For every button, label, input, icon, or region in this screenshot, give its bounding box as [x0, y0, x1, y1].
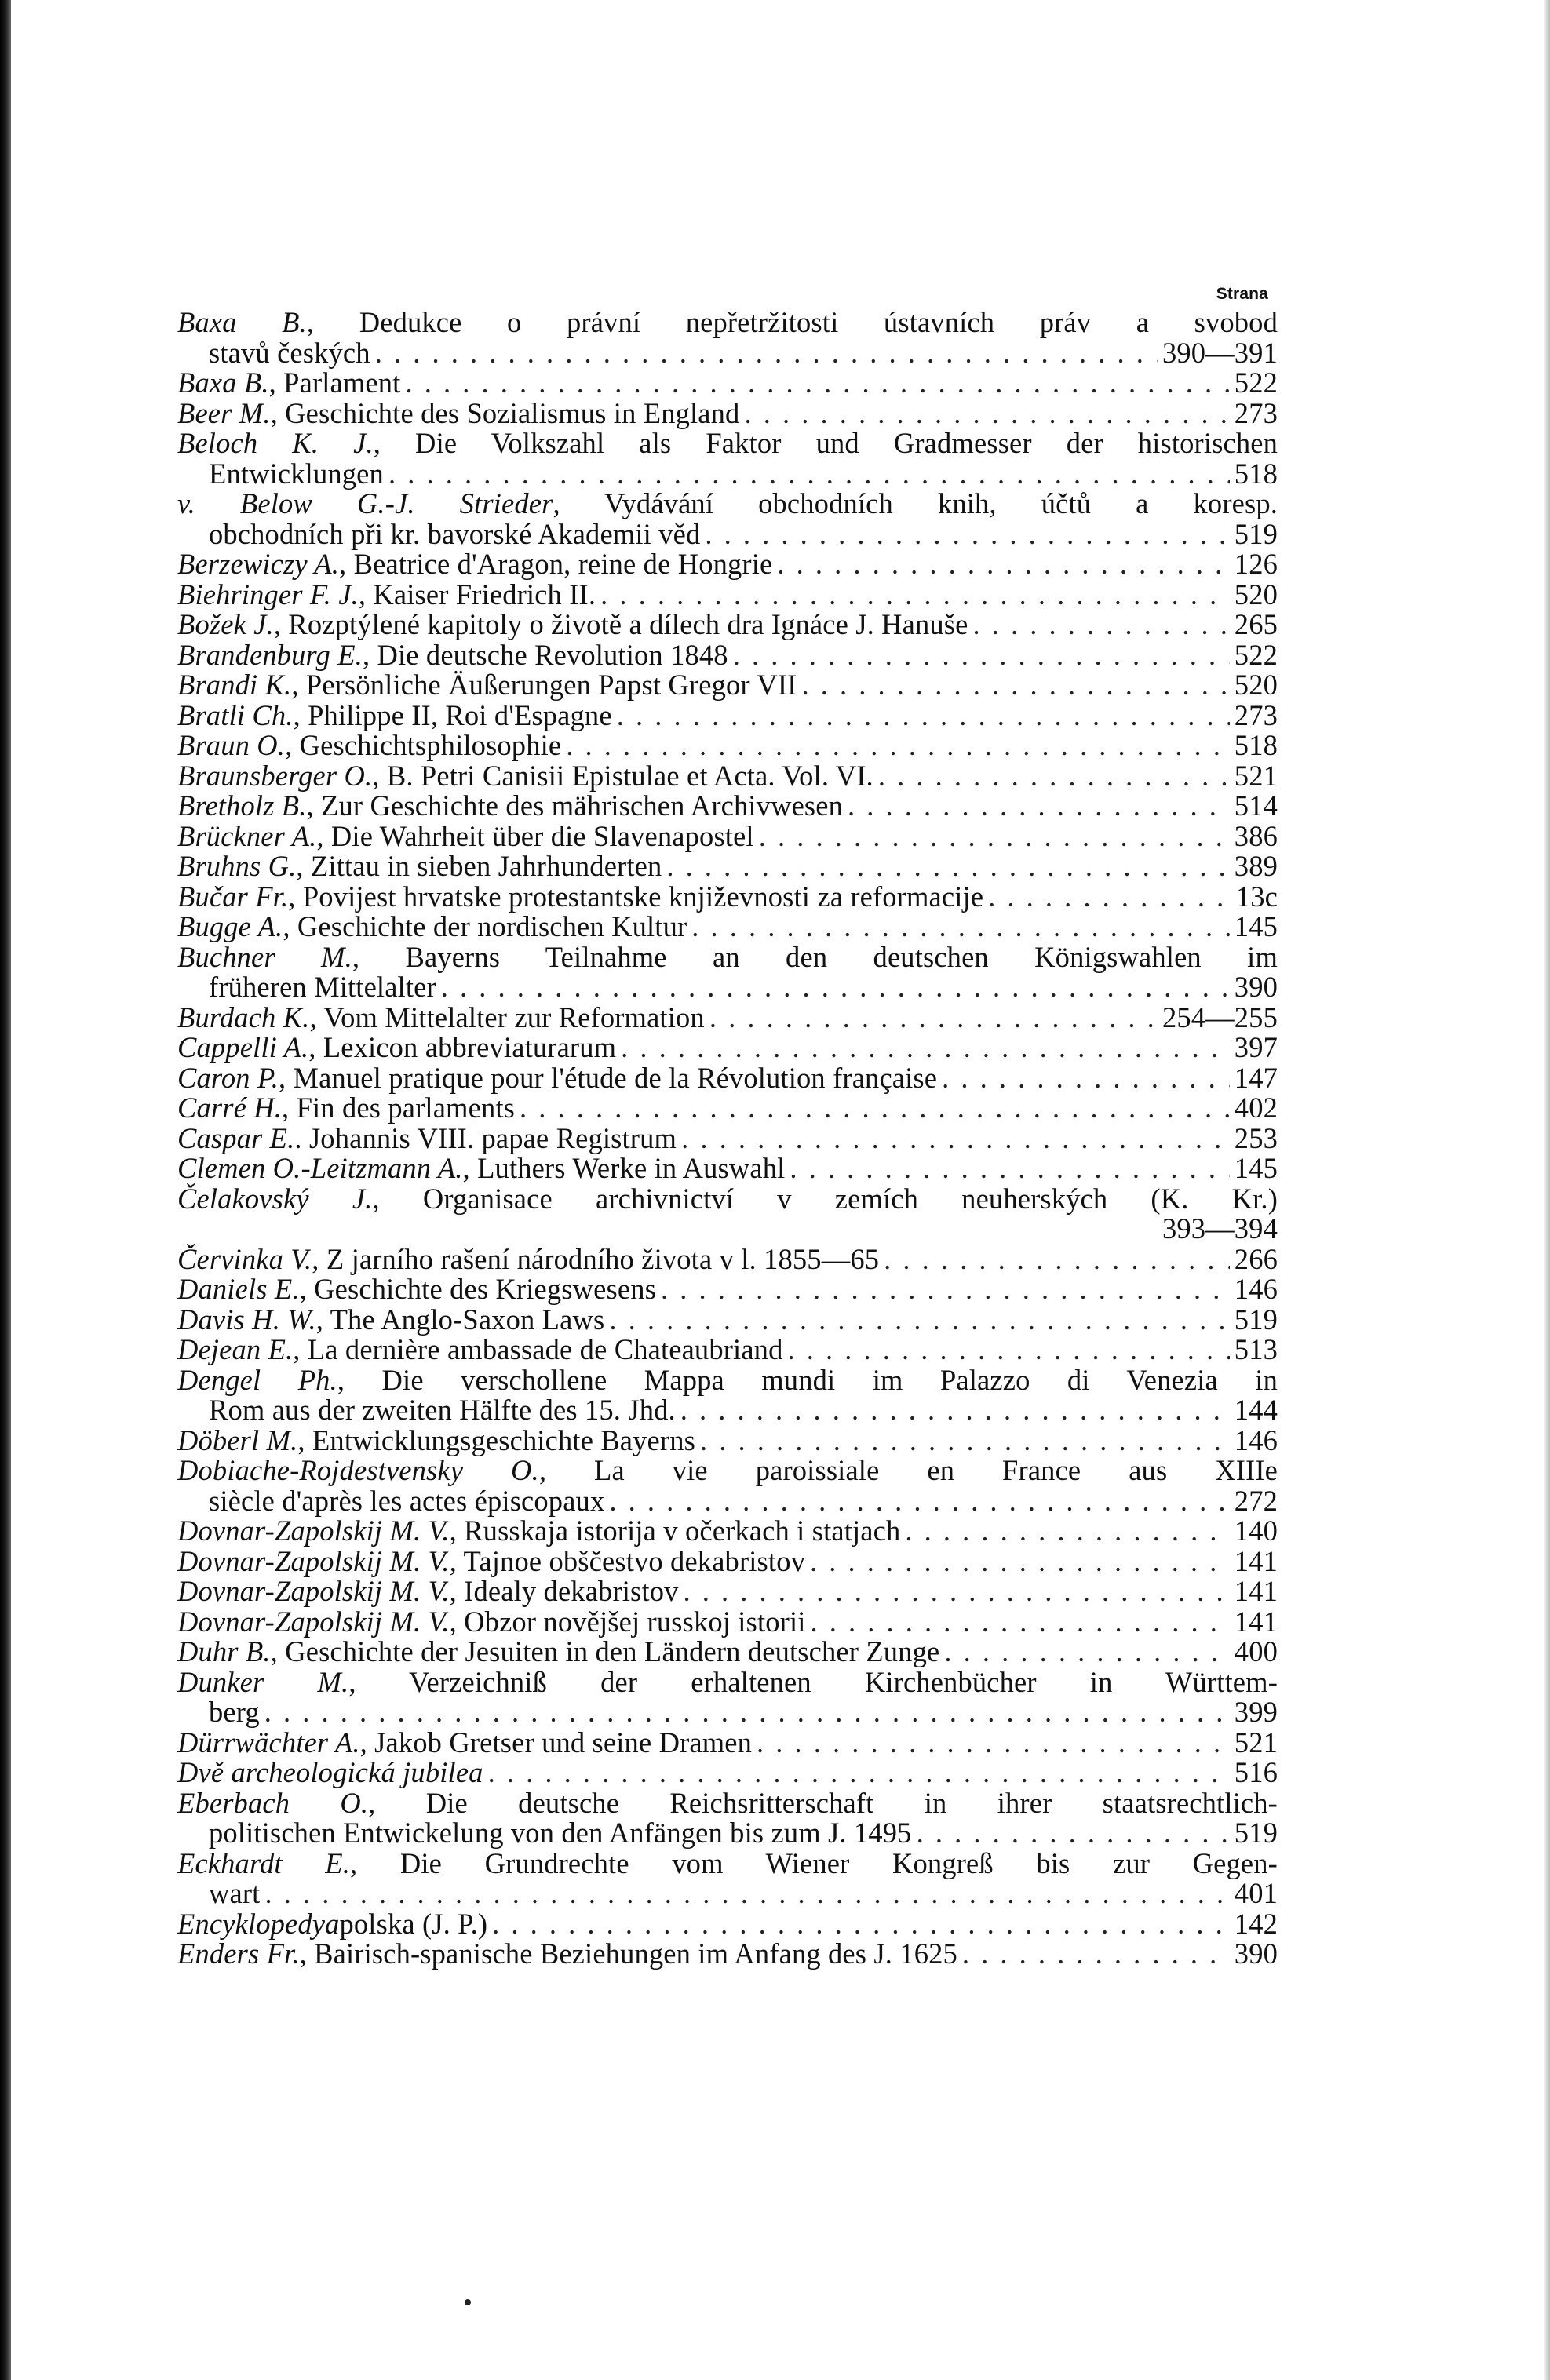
index-entry	[177, 1335, 1278, 1365]
entry-line	[177, 1305, 1278, 1336]
entry-page-number: 390—391	[1162, 336, 1278, 369]
entry-line	[177, 1697, 1278, 1728]
book-spine-shadow	[0, 0, 11, 2380]
dot-leader	[691, 912, 1230, 942]
dot-leader	[744, 399, 1229, 429]
entry-title: , Geschichte des Sozialismus in England	[270, 396, 740, 429]
index-entry	[177, 942, 1278, 1003]
dot-leader	[609, 1486, 1229, 1517]
entry-author: Döberl M.	[177, 1423, 298, 1456]
dot-leader	[680, 1395, 1230, 1426]
entry-page-number: 141	[1234, 1575, 1278, 1607]
entry-page-number: 272	[1234, 1484, 1278, 1517]
entry-line	[177, 698, 1278, 731]
dot-leader	[666, 851, 1229, 882]
dot-leader	[488, 1758, 1230, 1788]
entry-author: Baxa B.	[177, 366, 269, 399]
dot-leader	[700, 1426, 1230, 1456]
index-entry	[177, 1607, 1278, 1638]
entry-page-number: 273	[1234, 698, 1278, 731]
dot-leader	[878, 761, 1230, 792]
entry-author: Bruhns G.	[177, 850, 297, 882]
entry-author: Berzewiczy A.	[177, 548, 340, 580]
entry-page-number: 266	[1234, 1242, 1278, 1275]
index-entry	[177, 1365, 1278, 1426]
dot-leader	[264, 1879, 1229, 1909]
entry-title: , Bairisch-spanische Beziehungen im Anfang des J. 1625	[299, 1937, 957, 1970]
entry-title: , Kaiser Friedrich II.	[358, 578, 596, 610]
entry-page-number: 273	[1234, 396, 1278, 429]
dot-leader	[600, 580, 1230, 610]
entry-line	[177, 942, 1278, 973]
entry-title: , Geschichte der nordischen Kultur	[283, 910, 687, 942]
entry-line	[177, 1395, 1278, 1426]
dot-leader	[790, 1154, 1229, 1184]
dot-leader	[681, 1124, 1230, 1154]
entry-line	[177, 1093, 1278, 1124]
dot-leader	[917, 1818, 1230, 1849]
entry-line	[177, 882, 1278, 913]
dot-leader	[388, 459, 1230, 490]
entry-page-number: 141	[1234, 1605, 1278, 1638]
entry-title: berg	[209, 1696, 260, 1728]
entry-title: , The Anglo-Saxon Laws	[315, 1303, 605, 1336]
dot-leader	[810, 1547, 1230, 1577]
column-header-strana: Strana	[1216, 285, 1268, 303]
entry-page-number: 518	[1234, 457, 1278, 490]
entry-line	[177, 368, 1278, 399]
entry-line	[177, 459, 1278, 490]
index-entry	[177, 851, 1278, 882]
entry-line	[177, 1788, 1278, 1819]
entry-title: politischen Entwickelung von den Anfängen bis zum J. 1495	[209, 1817, 912, 1849]
entry-line	[177, 428, 1278, 459]
entry-line	[177, 1242, 1278, 1275]
entry-author: Dovnar-Zapolskij M. V.	[177, 1575, 450, 1607]
entry-author: v. Below G.-J. Strieder	[177, 487, 553, 519]
entry-line	[177, 1121, 1278, 1154]
entry-line	[177, 640, 1278, 671]
entry-title: , Bayerns Teilnahme an den deutschen Königswahlen im	[352, 940, 1278, 973]
index-entry	[177, 1576, 1278, 1607]
index-entry	[177, 1939, 1278, 1970]
entry-line	[177, 1423, 1278, 1456]
entry-line	[177, 1576, 1278, 1607]
entry-page-number: 140	[1234, 1514, 1278, 1547]
entry-title: , Russkaja istorija v očerkach i statjach	[449, 1514, 901, 1547]
index-entry	[177, 1667, 1278, 1728]
entry-author: Braun O.	[177, 729, 286, 761]
entry-page-number: 265	[1234, 608, 1278, 640]
entry-title: , Fin des parlaments	[282, 1092, 515, 1124]
entry-author: Dovnar-Zapolskij M. V.	[177, 1544, 450, 1577]
entry-page-number: 144	[1234, 1394, 1278, 1426]
index-entry	[177, 1456, 1278, 1516]
dot-leader	[801, 670, 1229, 701]
entry-author: Baxa B.	[177, 306, 307, 338]
entry-author: Beer M.	[177, 396, 271, 429]
dot-leader	[709, 1003, 1158, 1033]
dot-leader	[905, 1516, 1229, 1547]
entry-page-number: 399	[1234, 1696, 1278, 1728]
entry-title: , Geschichtsphilosophie	[285, 729, 562, 761]
stray-ink-dot	[465, 2299, 471, 2305]
entry-page-number: 402	[1234, 1092, 1278, 1124]
index-entry	[177, 1305, 1278, 1336]
entry-line	[177, 1607, 1278, 1638]
entry-author: Dürrwächter A.	[177, 1726, 360, 1759]
index-entry	[177, 1063, 1278, 1094]
index-entries	[177, 308, 1278, 1970]
dot-leader	[944, 1637, 1229, 1667]
dot-leader	[787, 1335, 1229, 1365]
entry-page-number: 516	[1234, 1756, 1278, 1788]
index-entry	[177, 1154, 1278, 1184]
entry-page-number: 126	[1234, 548, 1278, 580]
dot-leader	[848, 791, 1230, 822]
entry-page-number: 521	[1234, 759, 1278, 792]
entry-line	[177, 1335, 1278, 1365]
index-entry	[177, 731, 1278, 761]
index-entry	[177, 549, 1278, 580]
entry-title: , B. Petri Canisii Epistulae et Acta. Vol. VI.	[372, 759, 873, 792]
index-entry	[177, 396, 1278, 429]
entry-line	[177, 308, 1278, 338]
index-entry	[177, 1788, 1278, 1849]
dot-leader	[733, 640, 1230, 671]
entry-title: , Die Wahrheit über die Slavenapostel	[316, 819, 754, 852]
entry-title: , Lexicon abbreviaturarum	[308, 1031, 617, 1063]
entry-title: , Zur Geschichte des mährischen Archivwesen	[306, 789, 844, 822]
entry-title: , La vie paroissiale en France aus XIIIe	[538, 1454, 1278, 1486]
entry-author: Biehringer F. J.	[177, 578, 359, 610]
index-entry	[177, 308, 1278, 368]
dot-leader	[757, 1728, 1230, 1759]
index-entry	[177, 1846, 1278, 1909]
entry-page-number: 390	[1234, 1937, 1278, 1970]
entry-line	[177, 1184, 1278, 1215]
entry-title: , Philippe II, Roi d'Espagne	[293, 698, 612, 731]
entry-page-number: 254—255	[1162, 1000, 1278, 1033]
entry-line	[177, 731, 1278, 761]
entry-title: siècle d'après les actes épiscopaux	[209, 1484, 605, 1517]
entry-line	[177, 1909, 1278, 1940]
entry-line	[177, 1544, 1278, 1577]
entry-line	[177, 1000, 1278, 1033]
entry-title: , Beatrice d'Aragon, reine de Hongrie	[339, 548, 773, 580]
index-entry	[177, 610, 1278, 640]
entry-page-number: 514	[1234, 789, 1278, 822]
dot-leader	[942, 1063, 1230, 1094]
index-entry	[177, 1242, 1278, 1275]
index-entry	[177, 698, 1278, 731]
entry-title: , Vydávání obchodních knih, účtů a koresp.	[553, 487, 1278, 519]
entry-page-number: 393—394	[1162, 1212, 1278, 1245]
index-page	[177, 284, 1278, 1970]
index-entry	[177, 1544, 1278, 1577]
entry-page-number: 513	[1234, 1333, 1278, 1365]
entry-author: Eberbach O.	[177, 1786, 369, 1819]
entry-title: , Luthers Werke in Auswahl	[462, 1152, 786, 1184]
entry-line	[177, 1154, 1278, 1184]
entry-line	[177, 1456, 1278, 1486]
dot-leader	[375, 338, 1158, 369]
entry-line	[177, 519, 1278, 550]
entry-line	[177, 1758, 1278, 1788]
index-entry	[177, 1121, 1278, 1154]
entry-page-number: 146	[1234, 1423, 1278, 1456]
entry-line	[177, 1063, 1278, 1094]
entry-line	[177, 1818, 1278, 1849]
entry-line	[177, 1728, 1278, 1759]
entry-page-number: 522	[1234, 366, 1278, 399]
entry-title: , Jakob Gretser und seine Dramen	[359, 1726, 753, 1759]
dot-leader	[884, 1245, 1230, 1275]
entry-title: , Tajnoe obščestvo dekabristov	[449, 1544, 805, 1577]
index-entry	[177, 1423, 1278, 1456]
index-entry	[177, 761, 1278, 792]
dot-leader	[973, 610, 1230, 640]
dot-leader	[811, 1607, 1230, 1638]
entry-author: Enders Fr.	[177, 1937, 300, 1970]
entry-title: obchodních při kr. bavorské Akademii věd	[209, 517, 701, 550]
entry-author: Dengel Ph.	[177, 1363, 337, 1396]
entry-line	[177, 338, 1278, 369]
entry-title: , Die Volkszahl als Faktor und Gradmesser der historischen	[373, 427, 1278, 459]
index-entry	[177, 1033, 1278, 1063]
entry-line	[177, 1516, 1278, 1547]
entry-title: , Obzor novějšej russkoj istorii	[449, 1605, 806, 1638]
entry-line	[177, 1846, 1278, 1879]
entry-title: , Povijest hrvatske protestantske književnosti za reformacije	[288, 880, 984, 913]
dot-leader	[661, 1274, 1230, 1305]
index-entry	[177, 882, 1278, 913]
entry-author: Clemen O.-Leitzmann A.	[177, 1152, 463, 1184]
entry-author: Eckhardt E.	[177, 1846, 350, 1879]
entry-line	[177, 1033, 1278, 1063]
entry-author: Daniels E.	[177, 1273, 300, 1305]
entry-page-number: 253	[1234, 1121, 1278, 1154]
entry-author: Bretholz B.	[177, 789, 307, 822]
dot-leader	[405, 368, 1229, 399]
index-entry	[177, 1909, 1278, 1940]
index-entry	[177, 1093, 1278, 1124]
entry-title: . Johannis VIII. papae Registrum	[294, 1121, 677, 1154]
index-entry	[177, 1758, 1278, 1788]
entry-author: Dovnar-Zapolskij M. V.	[177, 1514, 450, 1547]
dot-leader	[441, 972, 1230, 1003]
entry-line	[177, 1879, 1278, 1909]
entry-page-number: 397	[1234, 1031, 1278, 1063]
entry-author: Božek J.	[177, 608, 274, 640]
entry-page-number: 13c	[1235, 880, 1278, 913]
entry-author: Dvě archeologická jubilea	[177, 1756, 483, 1788]
dot-leader	[520, 1093, 1230, 1124]
entry-author: Brandenburg E.	[177, 638, 363, 671]
entry-author: Dovnar-Zapolskij M. V.	[177, 1605, 450, 1638]
index-entry	[177, 1184, 1278, 1245]
entry-author: Dunker M.	[177, 1665, 349, 1698]
dot-leader	[566, 731, 1230, 761]
entry-author: Caspar E.	[177, 1121, 295, 1154]
entry-page-number: 386	[1234, 819, 1278, 852]
entry-line	[177, 1274, 1278, 1305]
entry-title: , Organisace archivnictví v zemích neuherských (K. Kr.)	[372, 1182, 1278, 1215]
entry-page-number: 521	[1234, 1726, 1278, 1759]
entry-page-number: 141	[1234, 1544, 1278, 1577]
entry-line	[177, 819, 1278, 852]
index-entry	[177, 1516, 1278, 1547]
entry-author: Bugge A.	[177, 910, 283, 942]
entry-line	[177, 580, 1278, 610]
entry-line	[177, 670, 1278, 701]
entry-page-number: 142	[1234, 1907, 1278, 1940]
entry-title: , Geschichte des Kriegswesens	[299, 1273, 656, 1305]
entry-page-number: 520	[1234, 669, 1278, 701]
dot-leader	[264, 1697, 1230, 1728]
entry-author: Bratli Ch.	[177, 698, 294, 731]
entry-author: Dejean E.	[177, 1333, 294, 1365]
index-entry	[177, 670, 1278, 701]
dot-leader	[621, 1033, 1230, 1063]
index-entry	[177, 489, 1278, 549]
entry-line	[177, 1667, 1278, 1698]
entry-title: Rom aus der zweiten Hälfte des 15. Jhd.	[209, 1394, 676, 1426]
entry-author: Cappelli A.	[177, 1031, 309, 1063]
entry-author: Červinka V.	[177, 1242, 312, 1275]
entry-line	[177, 761, 1278, 792]
dot-leader	[617, 701, 1230, 731]
entry-title: Entwicklungen	[209, 457, 384, 490]
entry-page-number: 147	[1234, 1061, 1278, 1094]
index-entry	[177, 912, 1278, 942]
entry-line	[177, 1365, 1278, 1396]
entry-title: , Dedukce o právní nepřetržitosti ústavních práv a svobod	[306, 306, 1278, 338]
entry-page-number: 145	[1234, 910, 1278, 942]
index-entry	[177, 1728, 1278, 1759]
dot-leader	[777, 549, 1229, 580]
entry-author: Braunsberger O.	[177, 759, 373, 792]
entry-line	[177, 912, 1278, 942]
entry-title: , Die verschollene Mappa mundi im Palazzo di Venezia in	[337, 1363, 1278, 1396]
entry-title: , Persönliche Äußerungen Papst Gregor VII	[291, 669, 797, 701]
entry-line	[177, 396, 1278, 429]
entry-page-number: 401	[1234, 1877, 1278, 1909]
entry-page-number: 518	[1234, 729, 1278, 761]
entry-author: Dobiache-Rojdestvensky O.	[177, 1454, 539, 1486]
entry-page-number: 519	[1234, 1817, 1278, 1849]
entry-line	[177, 851, 1278, 882]
entry-title: stavů českých	[209, 336, 370, 369]
entry-title: polska (J. P.)	[339, 1907, 488, 1940]
index-entry	[177, 1274, 1278, 1305]
entry-line	[177, 1939, 1278, 1970]
index-entry	[177, 640, 1278, 671]
entry-author: Duhr B.	[177, 1635, 271, 1667]
entry-line	[177, 1486, 1278, 1517]
entry-title: , Die deutsche Reichsritterschaft in ihrer staatsrechtlich-	[368, 1786, 1278, 1819]
entry-page-number: 522	[1234, 638, 1278, 671]
entry-title: , La dernière ambassade de Chateaubriand	[293, 1333, 783, 1365]
entry-title: , Die deutsche Revolution 1848	[362, 638, 728, 671]
dot-leader	[684, 1576, 1230, 1607]
entry-page-number: 146	[1234, 1273, 1278, 1305]
dot-leader	[988, 882, 1231, 913]
index-entry	[177, 428, 1278, 489]
entry-author: Brandi K.	[177, 669, 292, 701]
entry-line	[177, 972, 1278, 1003]
entry-page-number: 390	[1234, 971, 1278, 1003]
entry-line	[177, 791, 1278, 822]
dot-leader	[492, 1909, 1230, 1940]
entry-author: Buchner M.	[177, 940, 352, 973]
entry-title: , Rozptýlené kapitoly o životě a dílech dra Ignáce J. Hanuše	[273, 608, 968, 640]
entry-title: , Die Grundrechte vom Wiener Kongreß bis zur Gegen-	[349, 1846, 1278, 1879]
entry-title: wart	[209, 1877, 261, 1909]
entry-title: , Verzeichniß der erhaltenen Kirchenbücher in Württem-	[348, 1665, 1278, 1698]
entry-author: Burdach K.	[177, 1000, 310, 1033]
entry-author: Carré H.	[177, 1092, 283, 1124]
entry-title: , Geschichte der Jesuiten in den Ländern deutscher Zunge	[270, 1635, 940, 1667]
entry-title: , Vom Mittelalter zur Reformation	[309, 1000, 705, 1033]
entry-author: Beloch K. J.	[177, 427, 374, 459]
index-entry	[177, 791, 1278, 822]
dot-leader	[705, 519, 1229, 550]
entry-page-number: 389	[1234, 850, 1278, 882]
index-entry	[177, 819, 1278, 852]
entry-author: Encyklopedya	[177, 1907, 340, 1940]
dot-leader	[609, 1305, 1229, 1336]
entry-title: , Parlament	[268, 366, 401, 399]
index-entry	[177, 1637, 1278, 1667]
entry-page-number: 400	[1234, 1635, 1278, 1667]
entry-line	[177, 489, 1278, 519]
index-entry	[177, 580, 1278, 610]
entry-title: , Manuel pratique pour l'étude de la Révolution française	[279, 1061, 938, 1094]
entry-title: früheren Mittelalter	[209, 971, 436, 1003]
entry-title: , Z jarního rašení národního života v l. 1855—65	[312, 1242, 880, 1275]
index-entry	[177, 368, 1278, 399]
entry-author: Caron P.	[177, 1061, 279, 1094]
entry-page-number: 519	[1234, 517, 1278, 550]
page-edge	[1544, 0, 1550, 2380]
entry-page-number: 520	[1234, 578, 1278, 610]
entry-author: Brückner A.	[177, 819, 317, 852]
entry-title: , Zittau in sieben Jahrhunderten	[296, 850, 662, 882]
entry-page-number: 145	[1234, 1152, 1278, 1184]
entry-line	[177, 1637, 1278, 1667]
dot-leader	[962, 1939, 1230, 1970]
entry-author: Čelakovský J.	[177, 1182, 373, 1215]
entry-title: , Idealy dekabristov	[449, 1575, 679, 1607]
entry-line	[177, 549, 1278, 580]
entry-page-number: 519	[1234, 1303, 1278, 1336]
entry-author: Davis H. W.	[177, 1303, 316, 1336]
dot-leader	[759, 822, 1230, 852]
entry-line	[177, 610, 1278, 640]
entry-author: Bučar Fr.	[177, 880, 289, 913]
entry-title: , Entwicklungsgeschichte Bayerns	[297, 1423, 695, 1456]
index-entry	[177, 1000, 1278, 1033]
